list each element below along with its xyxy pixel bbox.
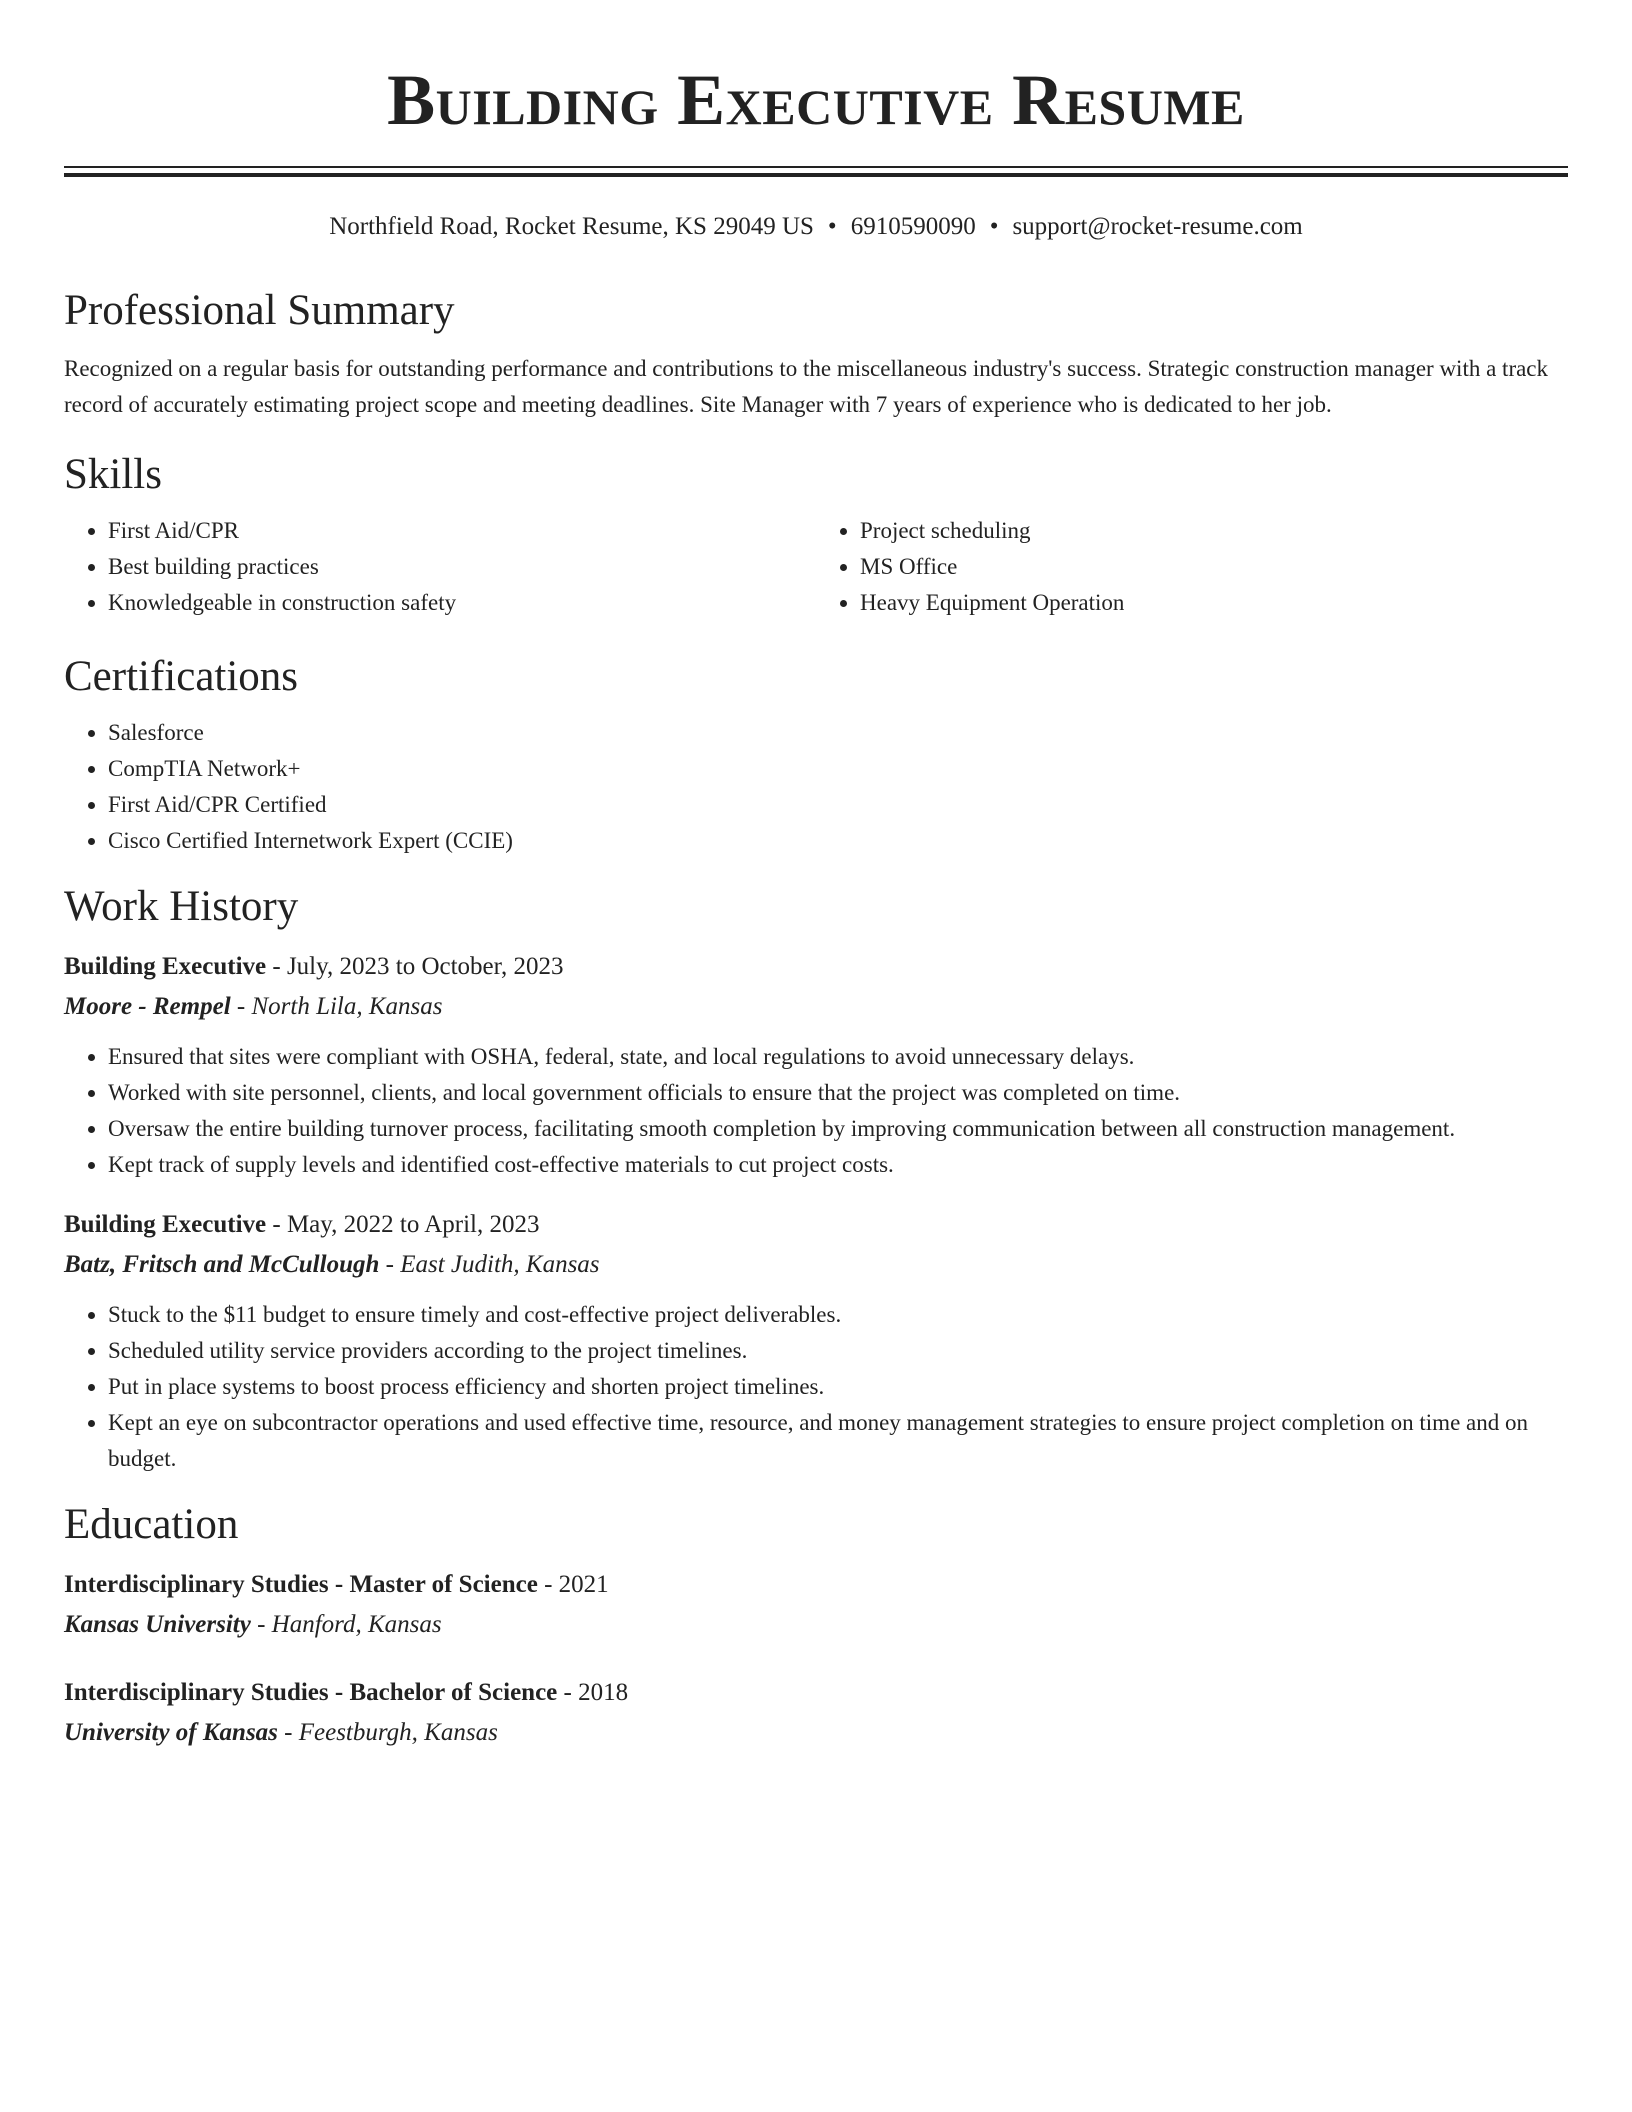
certification-item: • Cisco Certified Internetwork Expert (CCIE) (108, 823, 1568, 859)
skills-columns (64, 513, 1568, 621)
job-company-line (64, 987, 1568, 1027)
job-title: Building Executive (64, 953, 267, 980)
education-location: - Hanford, Kansas (250, 1611, 442, 1638)
job-location: - North Lila, Kansas (230, 993, 443, 1020)
certification-item: • Salesforce (108, 715, 1568, 751)
skills-heading: Skills (64, 451, 162, 498)
job-bullet: • Stuck to the $11 budget to ensure timely and cost-effective project deliverables. (108, 1297, 1568, 1333)
education-year: - 2018 (557, 1679, 629, 1706)
job-bullet: • Kept an eye on subcontractor operations and used effective time, resource, and money management strategies to ensure project completion on time and on budget. (108, 1405, 1568, 1477)
job-bullet: • Put in place systems to boost process efficiency and shorten project timelines. (108, 1369, 1568, 1405)
page-title: Building Executive Resume (387, 60, 1245, 140)
job-bullet: • Kept track of supply levels and identified cost-effective materials to cut project costs. (108, 1147, 1568, 1183)
job-bullets (64, 1297, 1568, 1477)
certification-item: • CompTIA Network+ (108, 751, 1568, 787)
job-title: Building Executive (64, 1211, 267, 1238)
job-company: Moore - Rempel (64, 993, 231, 1020)
contact-phone: 6910590090 (850, 213, 976, 240)
skill-item: • Heavy Equipment Operation (860, 585, 1568, 621)
education-year: - 2021 (537, 1571, 609, 1598)
summary-heading: Professional Summary (64, 287, 455, 334)
contact-separator: • (827, 213, 837, 240)
education-school-line (64, 1713, 1568, 1753)
education-degree: Interdisciplinary Studies - Bachelor of Science (64, 1679, 558, 1706)
education-location: - Feestburgh, Kansas (277, 1719, 498, 1746)
contact-line (64, 211, 1568, 243)
job-location: - East Judith, Kansas (379, 1251, 600, 1278)
education-school: Kansas University (64, 1611, 251, 1638)
contact-email: support@rocket-resume.com (1012, 213, 1303, 240)
job-entry (64, 1205, 1568, 1477)
job-bullet: • Oversaw the entire building turnover process, facilitating smooth completion by improving communication between all construction management. (108, 1111, 1568, 1147)
skill-item: • Project scheduling (860, 513, 1568, 549)
skill-item: • First Aid/CPR (108, 513, 816, 549)
job-dates: - July, 2023 to October, 2023 (266, 953, 564, 980)
education-heading: Education (64, 1501, 239, 1548)
job-title-line (64, 1205, 1568, 1245)
skills-list-left (64, 513, 816, 621)
job-entry (64, 947, 1568, 1183)
education-school-line (64, 1605, 1568, 1645)
education-degree: Interdisciplinary Studies - Master of Science (64, 1571, 538, 1598)
job-bullet: • Worked with site personnel, clients, and local government officials to ensure that the project was completed on time. (108, 1075, 1568, 1111)
skill-item: • Knowledgeable in construction safety (108, 585, 816, 621)
title-divider (64, 166, 1568, 177)
skill-item: • Best building practices (108, 549, 816, 585)
job-dates: - May, 2022 to April, 2023 (266, 1211, 540, 1238)
job-company: Batz, Fritsch and McCullough (64, 1251, 380, 1278)
summary-text: Recognized on a regular basis for outstanding performance and contributions to the miscellaneous industry's success. Strategic construction manager with a track record of accurately estimating project scope and meeting deadlines. Site Manager with 7 years of experience who is dedicated to her job. (64, 356, 1549, 417)
contact-address: Northfield Road, Rocket Resume, KS 29049 US (329, 213, 814, 240)
education-degree-line (64, 1565, 1568, 1605)
certification-item: • First Aid/CPR Certified (108, 787, 1568, 823)
job-bullets (64, 1039, 1568, 1183)
work-history-heading: Work History (64, 883, 299, 930)
certifications-list (64, 715, 1568, 859)
job-title-line (64, 947, 1568, 987)
job-bullet: • Ensured that sites were compliant with OSHA, federal, state, and local regulations to avoid unnecessary delays. (108, 1039, 1568, 1075)
education-school: University of Kansas (64, 1719, 278, 1746)
job-company-line (64, 1245, 1568, 1285)
education-entry (64, 1673, 1568, 1753)
contact-separator: • (989, 213, 999, 240)
job-bullet: • Scheduled utility service providers according to the project timelines. (108, 1333, 1568, 1369)
skill-item: • MS Office (860, 549, 1568, 585)
skills-list-right (816, 513, 1568, 621)
certifications-heading: Certifications (64, 653, 299, 700)
education-degree-line (64, 1673, 1568, 1713)
education-entry (64, 1565, 1568, 1645)
